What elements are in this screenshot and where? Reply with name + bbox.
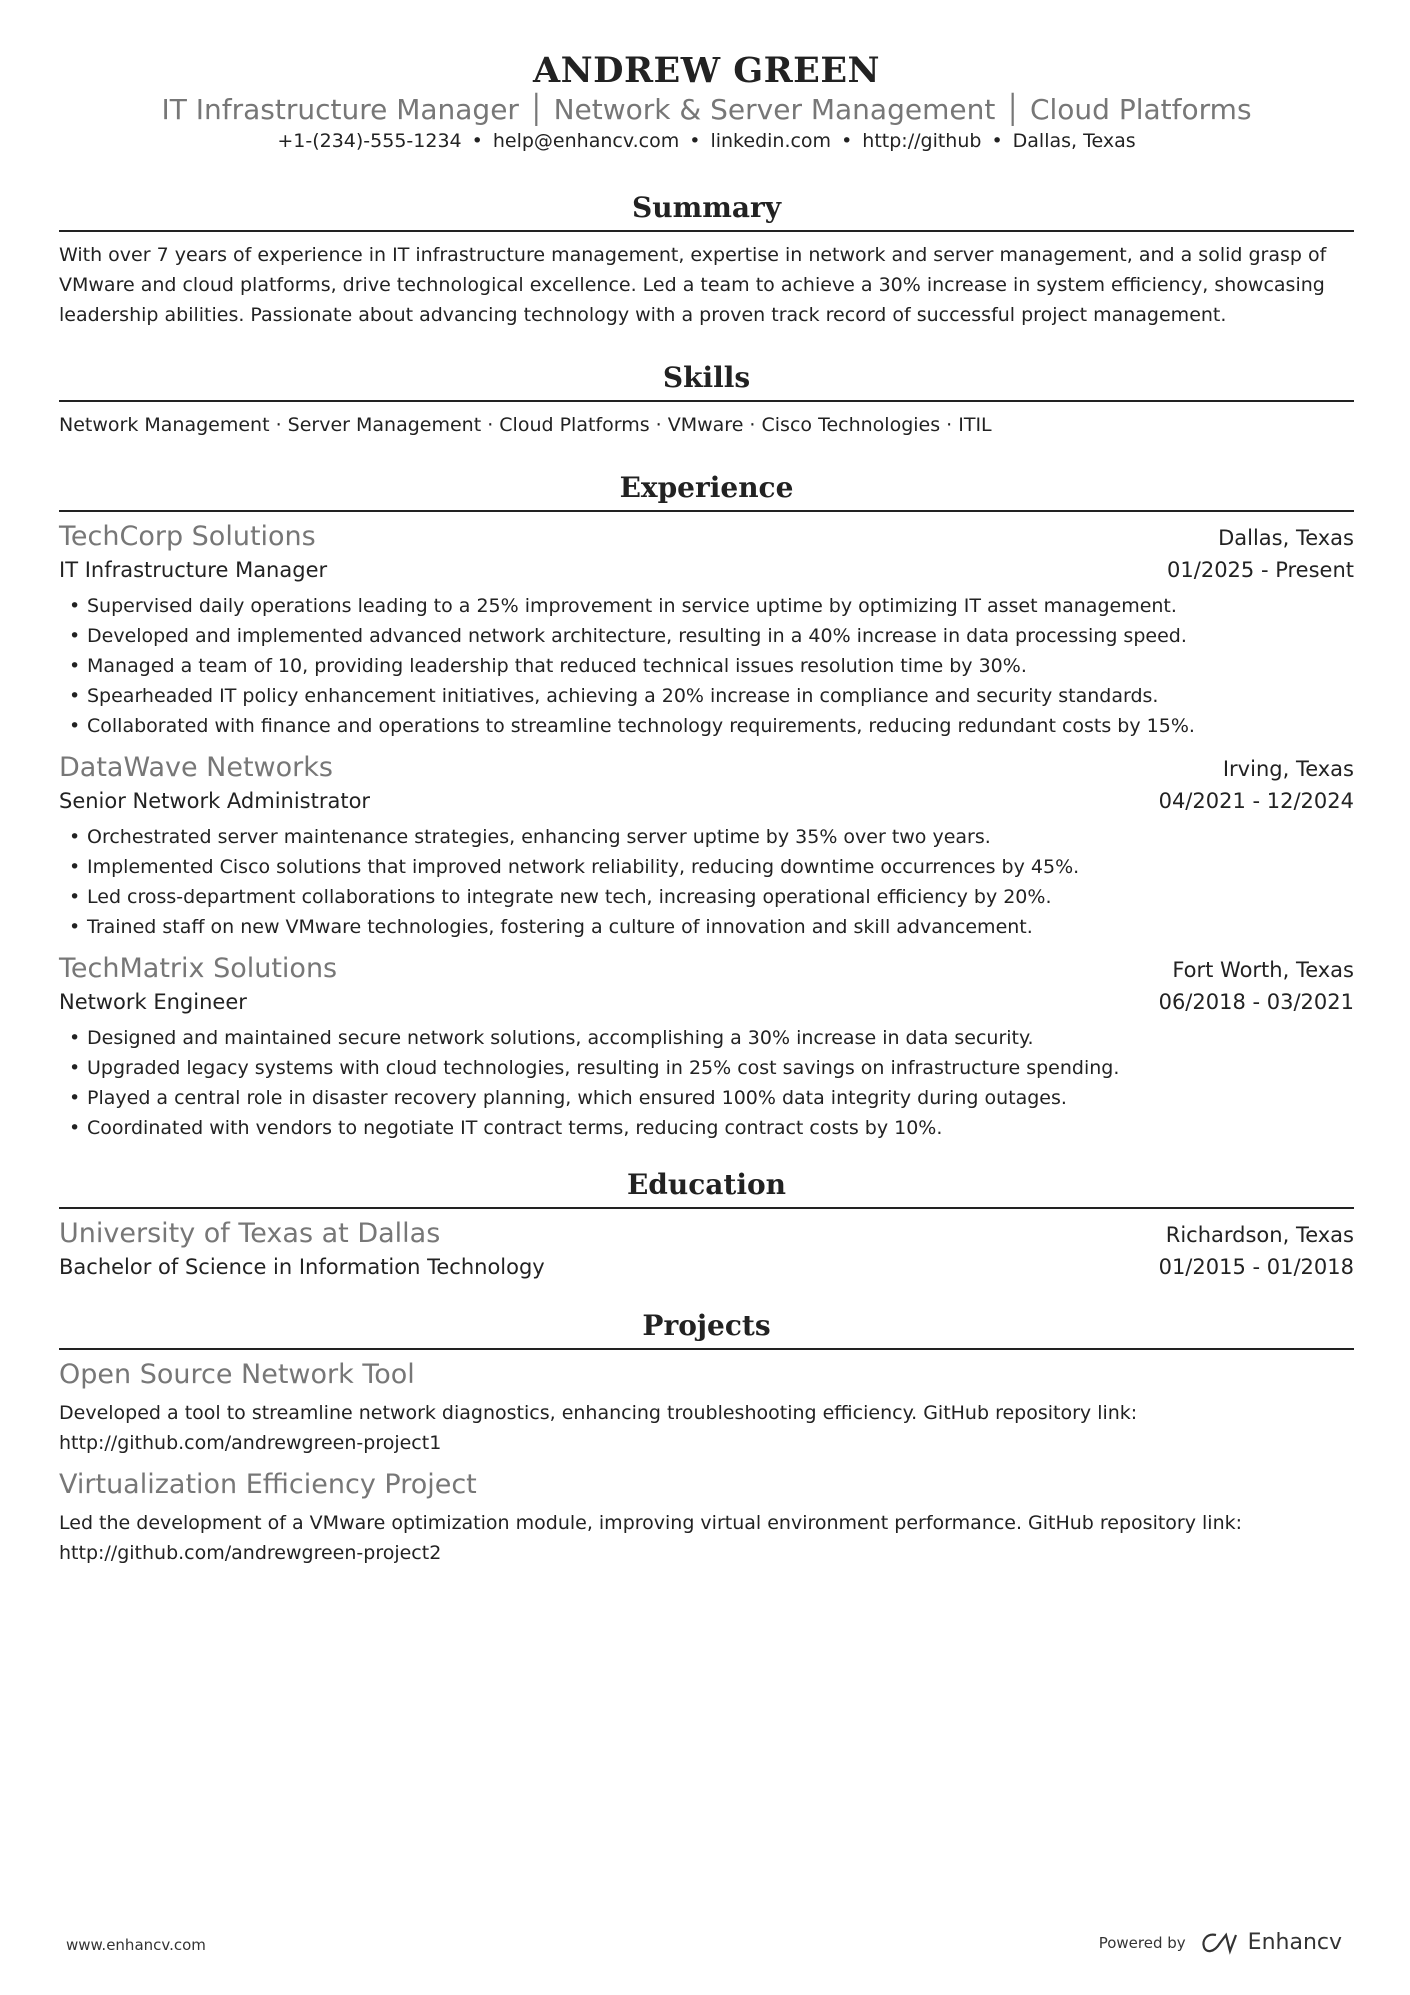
job-entry: [59, 520, 1354, 741]
project-list: [59, 1358, 1354, 1568]
school-name: University of Texas at Dallas: [59, 1218, 441, 1249]
skills-list: Network Management · Server Management · Cloud Platforms · VMware · Cisco Technologies · ITIL: [59, 414, 992, 436]
school-location: Richardson, Texas: [1165, 1223, 1354, 1247]
bullet-item: • Trained staff on new VMware technologies, fostering a culture of innovation and skill advancement.: [59, 912, 1354, 942]
job-dates: 04/2021 - 12/2024: [1158, 789, 1354, 813]
separator: •: [689, 130, 701, 152]
degree: Bachelor of Science in Information Technology: [59, 1255, 545, 1279]
bullet-item: • Collaborated with finance and operations to streamline technology requirements, reducing redundant costs by 15%.: [59, 711, 1354, 741]
section-title-summary: Summary: [632, 191, 781, 224]
project-description: Developed a tool to streamline network diagnostics, enhancing troubleshooting efficiency. GitHub repository link: http://github.com/andrewgreen-project1: [59, 1402, 1138, 1454]
education-dates: 01/2015 - 01/2018: [1158, 1255, 1354, 1279]
section-title-projects: Projects: [642, 1309, 771, 1342]
footer-website[interactable]: www.enhancv.com: [66, 1936, 206, 1954]
job-bullets: [59, 822, 1354, 942]
bullet-item: • Played a central role in disaster recovery planning, which ensured 100% data integrity during outages.: [59, 1083, 1354, 1113]
bullet-item: • Supervised daily operations leading to a 25% improvement in service uptime by optimizing IT asset management.: [59, 591, 1354, 621]
project-entry: [59, 1468, 1354, 1568]
job-title: IT Infrastructure Manager: [59, 558, 328, 582]
job-dates: 06/2018 - 03/2021: [1158, 990, 1354, 1014]
divider: [59, 1207, 1354, 1209]
section-title-education: Education: [626, 1168, 787, 1201]
project-name: Open Source Network Tool: [59, 1359, 415, 1390]
divider: [59, 400, 1354, 402]
github-link[interactable]: http://github: [862, 130, 982, 152]
linkedin-link[interactable]: linkedin.com: [710, 130, 832, 152]
company-name: DataWave Networks: [59, 752, 333, 783]
section-title-experience: Experience: [619, 471, 794, 504]
experience-list: [59, 520, 1354, 1143]
location: Dallas, Texas: [1012, 130, 1136, 152]
project-entry: [59, 1358, 1354, 1458]
company-name: TechCorp Solutions: [59, 521, 316, 552]
divider: [59, 1348, 1354, 1350]
bullet-item: • Developed and implemented advanced network architecture, resulting in a 40% increase in data processing speed.: [59, 621, 1354, 651]
project-name: Virtualization Efficiency Project: [59, 1469, 477, 1500]
job-location: Dallas, Texas: [1218, 526, 1354, 550]
bullet-item: • Implemented Cisco solutions that improved network reliability, reducing downtime occurrences by 45%.: [59, 852, 1354, 882]
summary-text: With over 7 years of experience in IT infrastructure management, expertise in network and server management, and a solid grasp of VMware and cloud platforms, drive technological excellence. Led a team to achieve a 30% increase in system efficiency, showcasing leadership abilities. Passionate about advancing technology with a proven track record of successful project management.: [59, 244, 1327, 326]
job-entry: [59, 952, 1354, 1143]
divider: [59, 510, 1354, 512]
resume: [59, 0, 1354, 1568]
email-link[interactable]: help@enhancv.com: [492, 130, 680, 152]
phone: +1-(234)-555-1234: [277, 130, 462, 152]
job-location: Irving, Texas: [1222, 757, 1354, 781]
separator: •: [841, 130, 853, 152]
footer-branding: [1099, 1930, 1342, 1955]
candidate-name: ANDREW GREEN: [532, 50, 881, 91]
section-title-skills: Skills: [662, 361, 751, 394]
company-name: TechMatrix Solutions: [59, 953, 338, 984]
education-entry: [59, 1217, 1354, 1282]
separator: •: [471, 130, 483, 152]
bullet-item: • Managed a team of 10, providing leadership that reduced technical issues resolution time by 30%.: [59, 651, 1354, 681]
job-dates: 01/2025 - Present: [1167, 558, 1354, 582]
brand-name: Enhancv: [1247, 1930, 1342, 1955]
job-location: Fort Worth, Texas: [1172, 958, 1354, 982]
job-bullets: [59, 591, 1354, 741]
bullet-item: • Orchestrated server maintenance strategies, enhancing server uptime by 35% over two years.: [59, 822, 1354, 852]
bullet-item: • Spearheaded IT policy enhancement initiatives, achieving a 20% increase in compliance and security standards.: [59, 681, 1354, 711]
job-entry: [59, 751, 1354, 942]
bullet-item: • Coordinated with vendors to negotiate IT contract terms, reducing contract costs by 10%.: [59, 1113, 1354, 1143]
project-description: Led the development of a VMware optimization module, improving virtual environment performance. GitHub repository link: http://github.com/andrewgreen-project2: [59, 1512, 1243, 1564]
bullet-item: • Upgraded legacy systems with cloud technologies, resulting in 25% cost savings on infrastructure spending.: [59, 1053, 1354, 1083]
bullet-item: • Designed and maintained secure network solutions, accomplishing a 30% increase in data security.: [59, 1023, 1354, 1053]
contact-info: [59, 128, 1354, 154]
job-bullets: [59, 1023, 1354, 1143]
enhancv-logo-icon: [1200, 1931, 1240, 1955]
separator: •: [991, 130, 1003, 152]
headline: IT Infrastructure Manager │ Network & Server Management │ Cloud Platforms: [161, 93, 1252, 126]
job-title: Senior Network Administrator: [59, 789, 371, 813]
divider: [59, 230, 1354, 232]
powered-by-label: Powered by: [1098, 1933, 1186, 1952]
job-title: Network Engineer: [59, 990, 247, 1014]
bullet-item: • Led cross-department collaborations to integrate new tech, increasing operational efficiency by 20%.: [59, 882, 1354, 912]
